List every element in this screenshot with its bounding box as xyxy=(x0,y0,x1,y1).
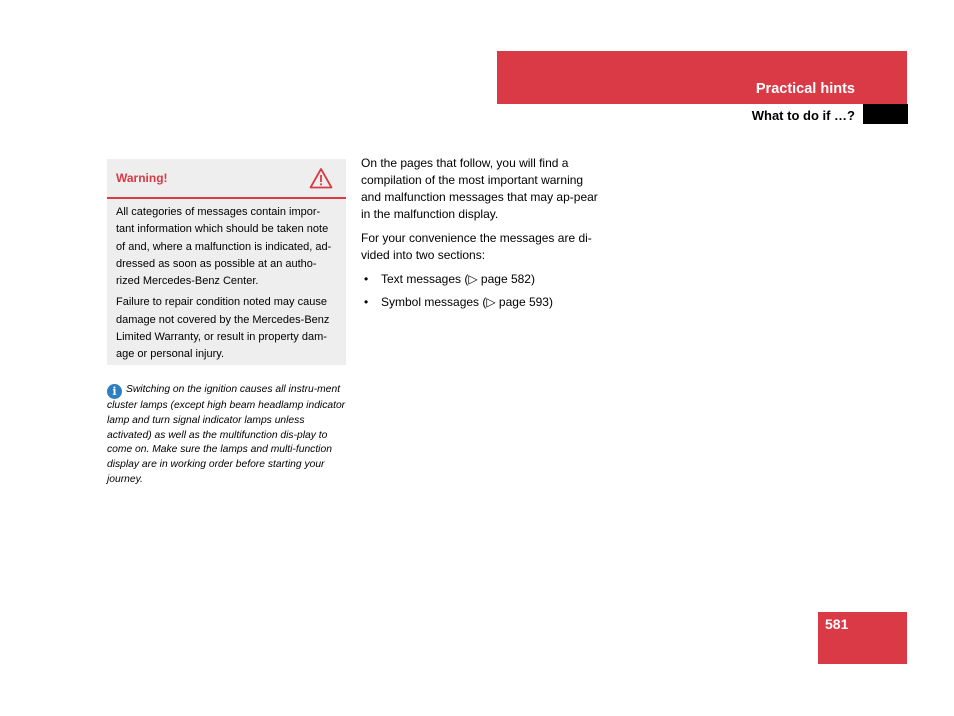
warning-paragraph: All categories of messages contain impor-tant information which should be taken note of and, where a malfunction is indicated, ad-dressed as soon as possible at an autho-rized Mercedes-Benz Center. xyxy=(116,206,332,288)
subsection-title: What to do if …? xyxy=(751,108,855,123)
warning-body xyxy=(107,199,346,364)
main-paragraph: On the pages that follow, you will find a compilation of the most important warning and malfunction messages that may ap-pear in the malfunction display. xyxy=(361,156,598,221)
page-number-box xyxy=(818,612,907,664)
warning-box xyxy=(107,159,346,365)
header-bar xyxy=(497,51,907,104)
section-tab-marker xyxy=(863,104,908,124)
page-number: 581 xyxy=(825,616,849,632)
warning-label: Warning! xyxy=(116,171,168,185)
section-title: Practical hints xyxy=(755,81,855,97)
warning-triangle-icon xyxy=(309,167,333,189)
info-text: Switching on the ignition causes all instru-ment cluster lamps (except high beam headlamp indicator lamp and turn signal indicator lamps unless activated) as well as the multifunction dis-play to come on. Make sure the lamps and multi-function display are in working order before starting your journey. xyxy=(107,384,346,485)
list-item xyxy=(361,294,606,311)
main-text xyxy=(361,155,606,317)
list-item-text: Text messages (▷ page 582) xyxy=(381,272,535,286)
list-item xyxy=(361,271,606,288)
info-note xyxy=(107,383,349,488)
bullet: • xyxy=(364,272,369,286)
main-paragraph: For your convenience the messages are di-vided into two sections: xyxy=(361,231,592,262)
bullet: • xyxy=(364,295,369,309)
list-item-text: Symbol messages (▷ page 593) xyxy=(381,295,553,309)
warning-header xyxy=(107,159,346,199)
section-list xyxy=(361,271,606,311)
info-icon: i xyxy=(107,384,122,399)
warning-paragraph: Failure to repair condition noted may cause damage not covered by the Mercedes-Benz Limited Warranty, or result in property dam-age or personal injury. xyxy=(116,296,330,361)
